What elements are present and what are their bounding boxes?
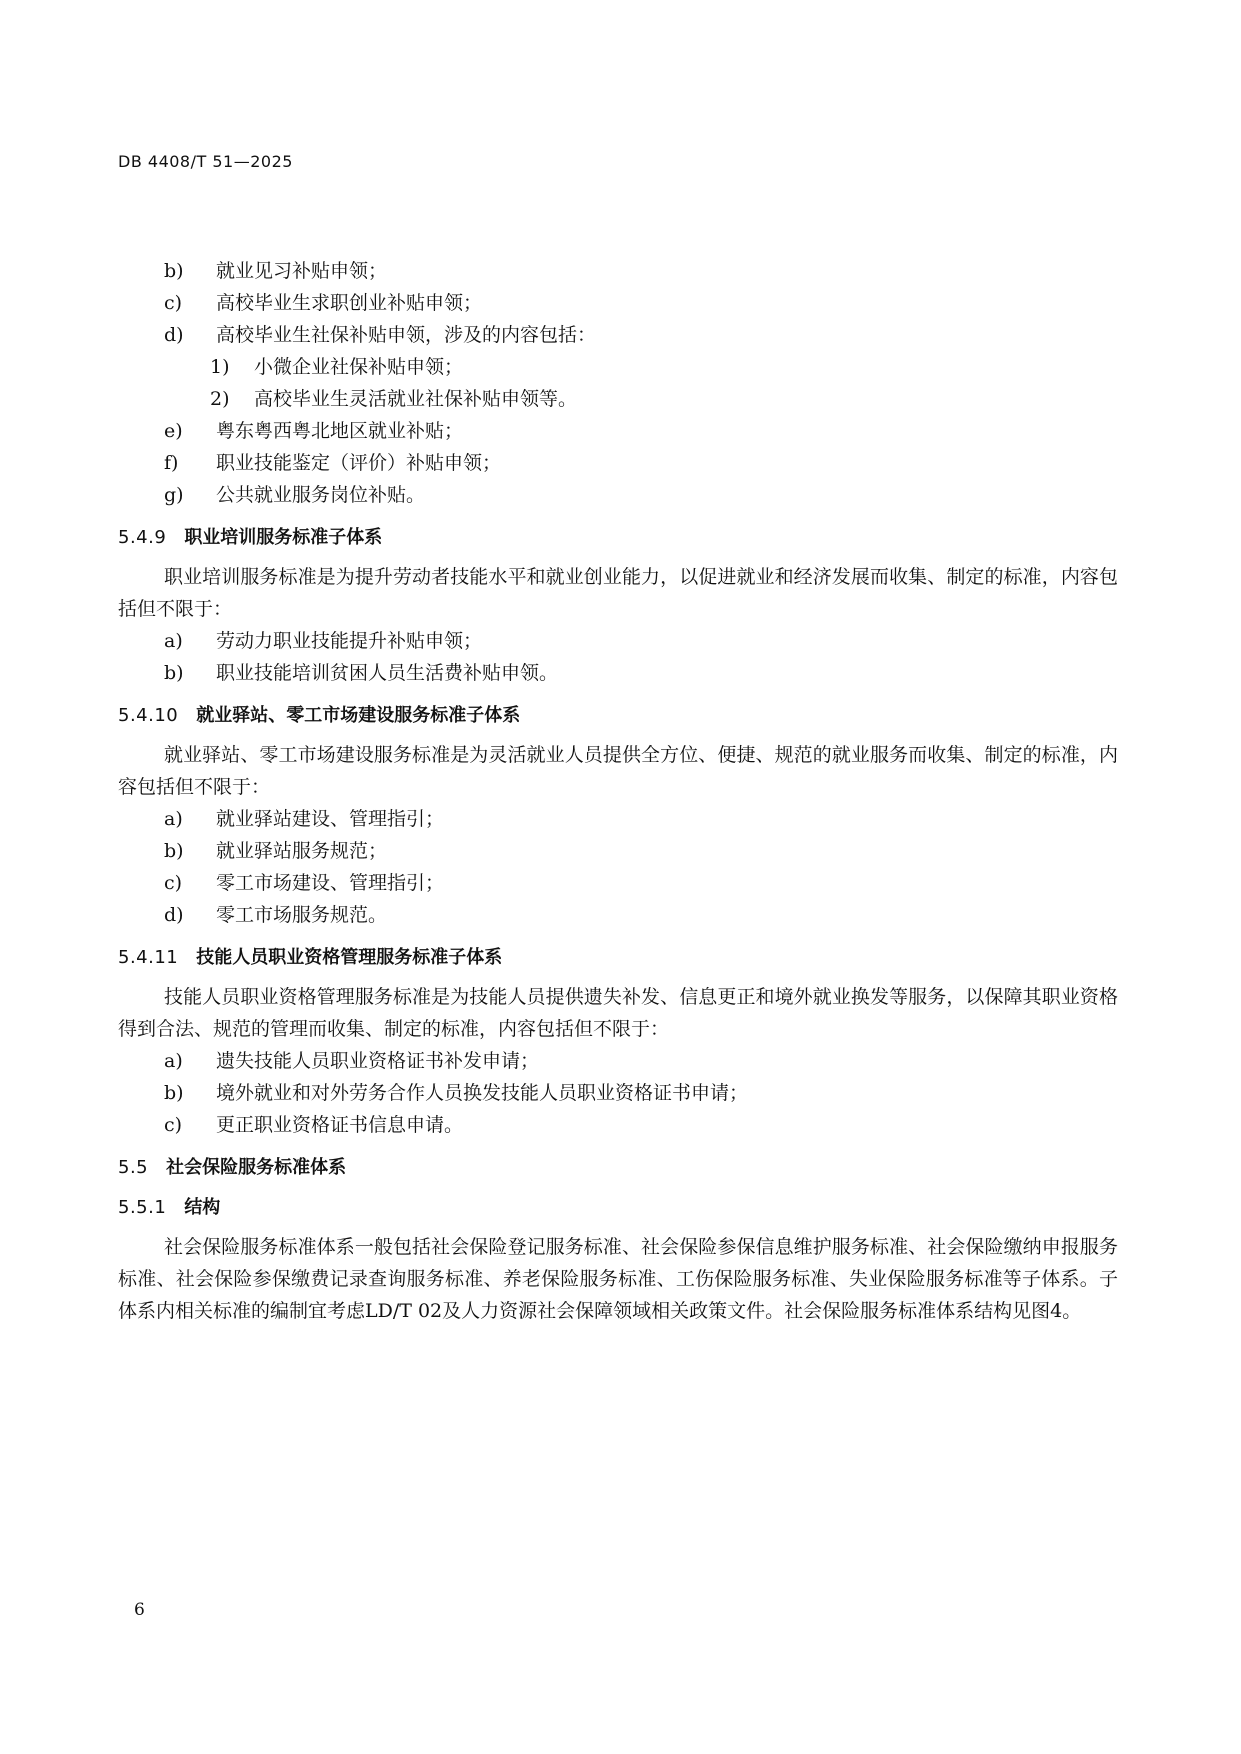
- list-text: 高校毕业生灵活就业社保补贴申领等。: [254, 388, 578, 410]
- list-text: 就业驿站服务规范；: [216, 840, 388, 862]
- list-text: 就业驿站建设、管理指引；: [216, 808, 445, 830]
- section-title: 职业培训服务标准子体系: [184, 527, 383, 548]
- list-marker: 2): [210, 388, 230, 410]
- section-paragraph: 社会保险服务标准体系一般包括社会保险登记服务标准、社会保险参保信息维护服务标准、社会保险缴纳申报服务标准、社会保险参保缴费记录查询服务标准、养老保险服务标准、工伤保险服务标准、失业保险服务标准等子体系。子体系内相关标准的编制宜考虑LD/T 02及人力资源社会保障领域相关政策文件。社会保险服务标准体系结构见图4。: [118, 1236, 1118, 1322]
- list-text: 劳动力职业技能提升补贴申领；: [216, 630, 483, 652]
- list-item: [118, 1109, 1118, 1141]
- list-text: 公共就业服务岗位补贴。: [216, 484, 426, 506]
- list-item: [118, 625, 1118, 657]
- list-item: [118, 867, 1118, 899]
- section-title: 技能人员职业资格管理服务标准子体系: [196, 947, 503, 968]
- list-item: [118, 415, 1118, 447]
- sub-list-item: [118, 383, 1118, 415]
- list-item: [118, 899, 1118, 931]
- section-title: 就业驿站、零工市场建设服务标准子体系: [196, 705, 521, 726]
- list-item: [118, 1077, 1118, 1109]
- list-marker: 1): [210, 356, 230, 378]
- list-text: 境外就业和对外劳务合作人员换发技能人员职业资格证书申请；: [216, 1082, 749, 1104]
- list-item: [118, 803, 1118, 835]
- section-title: 社会保险服务标准体系: [166, 1157, 347, 1178]
- section-heading-5-4-9: [118, 521, 1118, 555]
- list-item: [118, 835, 1118, 867]
- list-top: [118, 255, 1118, 511]
- list-text: 遗失技能人员职业资格证书补发申请；: [216, 1050, 540, 1072]
- list-item: [118, 1045, 1118, 1077]
- list-text: 高校毕业生求职创业补贴申领；: [216, 292, 483, 314]
- list-item: [118, 657, 1118, 689]
- section-number: 5.4.10: [118, 705, 179, 726]
- list-marker: b): [164, 260, 184, 282]
- page-content: [118, 255, 1118, 1327]
- list-text: 职业技能培训贫困人员生活费补贴申领。: [216, 662, 559, 684]
- list-marker: f): [164, 452, 179, 474]
- section-number: 5.5: [118, 1157, 149, 1178]
- section-heading-5-5-1: [118, 1191, 1118, 1225]
- list-marker: b): [164, 840, 184, 862]
- list-marker: a): [164, 1050, 183, 1072]
- section-heading-5-4-10: [118, 699, 1118, 733]
- section-paragraph: 技能人员职业资格管理服务标准是为技能人员提供遗失补发、信息更正和境外就业换发等服务，以保障其职业资格得到合法、规范的管理而收集、制定的标准，内容包括但不限于：: [118, 986, 1118, 1040]
- list-text: 高校毕业生社保补贴申领，涉及的内容包括：: [216, 324, 597, 346]
- list-text: 零工市场建设、管理指引；: [216, 872, 445, 894]
- list-item: [118, 255, 1118, 287]
- section-paragraph: 职业培训服务标准是为提升劳动者技能水平和就业创业能力，以促进就业和经济发展而收集、制定的标准，内容包括但不限于：: [118, 566, 1118, 620]
- list-marker: d): [164, 904, 184, 926]
- list-marker: e): [164, 420, 183, 442]
- list-marker: c): [164, 292, 183, 314]
- list-marker: g): [164, 484, 184, 506]
- sub-list-item: [118, 351, 1118, 383]
- list-item: [118, 479, 1118, 511]
- list-item: [118, 287, 1118, 319]
- list-text: 就业见习补贴申领；: [216, 260, 388, 282]
- section-number: 5.4.9: [118, 527, 167, 548]
- list-text: 小微企业社保补贴申领；: [254, 356, 464, 378]
- list-item: [118, 319, 1118, 351]
- section-number: 5.5.1: [118, 1197, 167, 1218]
- list-text: 零工市场服务规范。: [216, 904, 388, 926]
- list-text: 更正职业资格证书信息申请。: [216, 1114, 464, 1136]
- section-heading-5-5: [118, 1151, 1118, 1185]
- list-marker: b): [164, 1082, 184, 1104]
- list-marker: c): [164, 1114, 183, 1136]
- document-code: DB 4408/T 51—2025: [118, 152, 293, 171]
- list-marker: b): [164, 662, 184, 684]
- list-marker: d): [164, 324, 184, 346]
- section-title: 结构: [184, 1197, 221, 1218]
- list-item: [118, 447, 1118, 479]
- list-marker: c): [164, 872, 183, 894]
- page-number: 6: [134, 1600, 145, 1620]
- list-text: 粤东粤西粤北地区就业补贴；: [216, 420, 464, 442]
- list-text: 职业技能鉴定（评价）补贴申领；: [216, 452, 502, 474]
- list-marker: a): [164, 630, 183, 652]
- section-number: 5.4.11: [118, 947, 179, 968]
- list-marker: a): [164, 808, 183, 830]
- section-heading-5-4-11: [118, 941, 1118, 975]
- section-paragraph: 就业驿站、零工市场建设服务标准是为灵活就业人员提供全方位、便捷、规范的就业服务而收集、制定的标准，内容包括但不限于：: [118, 744, 1118, 798]
